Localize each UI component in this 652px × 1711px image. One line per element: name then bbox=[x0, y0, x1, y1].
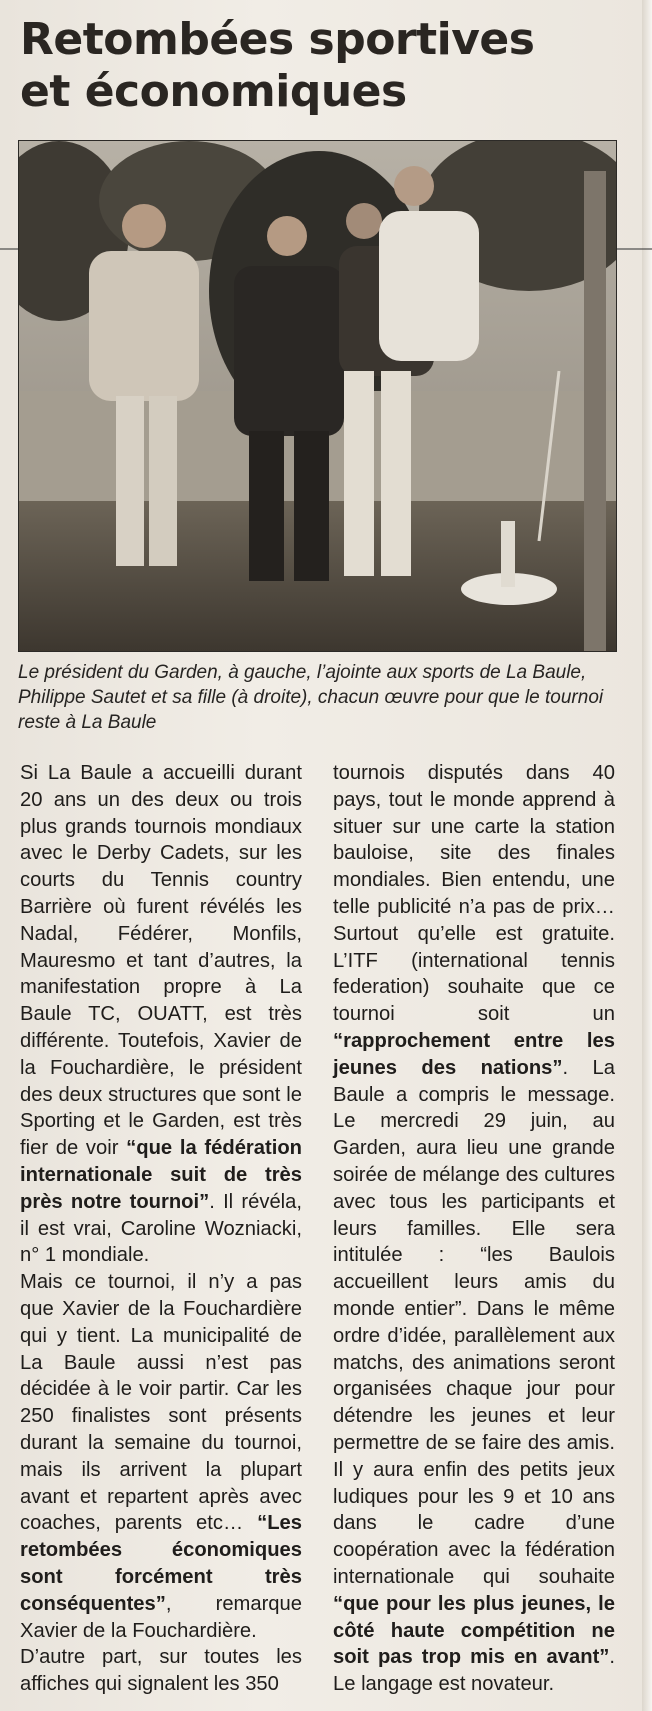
bold-quote: “que pour les plus jeunes, le côté haute compétition ne soit pas trop mis en avant” bbox=[333, 1592, 615, 1669]
photo-caption: Le président du Garden, à gauche, l’ajointe aux sports de La Baule, Philippe Sautet et sa fille (à droite), chacun œuvre pour que le tournoi reste à La Baule bbox=[18, 662, 604, 733]
bold-quote: “que la fédération internationale suit de très près notre tournoi” bbox=[20, 1137, 303, 1213]
article-column-right bbox=[333, 760, 615, 1698]
text-run: . Il révéla, il est vrai, Caroline Wozniacki, n° 1 mondiale. bbox=[20, 1190, 303, 1267]
photo-illustration bbox=[19, 141, 616, 651]
paragraph bbox=[20, 1269, 302, 1644]
text-run: . Le langage est novateur. bbox=[333, 1646, 615, 1696]
text-run: Si La Baule a accueilli durant 20 ans un des deux ou trois plus grands tournois mondiaux avec le Derby Cadets, sur les courts du Tennis country Barrière où furent révélés les Nadal, Fédérer, Monfils, Mauresmo et tant d’autres, la manifestation propre à La Baule TC, OUATT, est très différente. Toutefois, Xavier de la Fouchardière, le président des deux structures que sont le Sporting et le Garden, est très fier de voir bbox=[20, 762, 302, 1160]
bold-quote: “rapprochement entre les jeunes des nations” bbox=[333, 1029, 615, 1079]
text-run: , remarque Xavier de la Fouchardière. bbox=[20, 1592, 302, 1642]
text-run: tournois disputés dans 40 pays, tout le monde apprend à situer sur une carte la station bauloise, site des finales mondiales. Bien entendu, une telle publicité n’a pas de prix… Surtout qu’elle est gratuite. L’ITF (international tennis federation) souhaite que ce tournoi soit un bbox=[333, 762, 615, 1026]
paragraph bbox=[20, 760, 302, 1269]
article-photo bbox=[18, 140, 617, 652]
text-run: Mais ce tournoi, il n’y a pas que Xavier de la Fouchardière qui y tient. La municipalité de La Baule aussi n’est pas décidée à le voir partir. Car les 250 finalistes sont présents durant la semaine du tournoi, mais ils arrivent la plupart avant et repartent après avec coaches, parents etc… bbox=[20, 1271, 302, 1535]
paragraph bbox=[20, 1644, 302, 1698]
article-headline: Retombées sportives et économiques bbox=[20, 14, 535, 117]
text-run: D’autre part, sur toutes les affiches qui signalent les 350 bbox=[20, 1646, 302, 1696]
page-edge bbox=[642, 0, 652, 1711]
article-column-left bbox=[20, 760, 302, 1698]
text-run: . La Baule a compris le message. Le mercredi 29 juin, au Garden, aura lieu une grande soirée de mélange des cultures avec tous les participants et leurs familles. Elle sera intitulée : “les Baulois accueillent leurs amis du monde entier”. Dans le même ordre d’idée, parallèlement aux matchs, des animations seront organisées chaque jour pour détendre les jeunes et leur permettre de se faire des amis. Il y aura enfin des petits jeux ludiques pour les 9 et 10 ans dans le cadre d’une coopération avec la fédération internationale qui souhaite bbox=[333, 1056, 615, 1588]
paragraph bbox=[333, 760, 615, 1698]
bold-quote: “Les retombées économiques sont forcément très conséquentes” bbox=[20, 1512, 302, 1615]
